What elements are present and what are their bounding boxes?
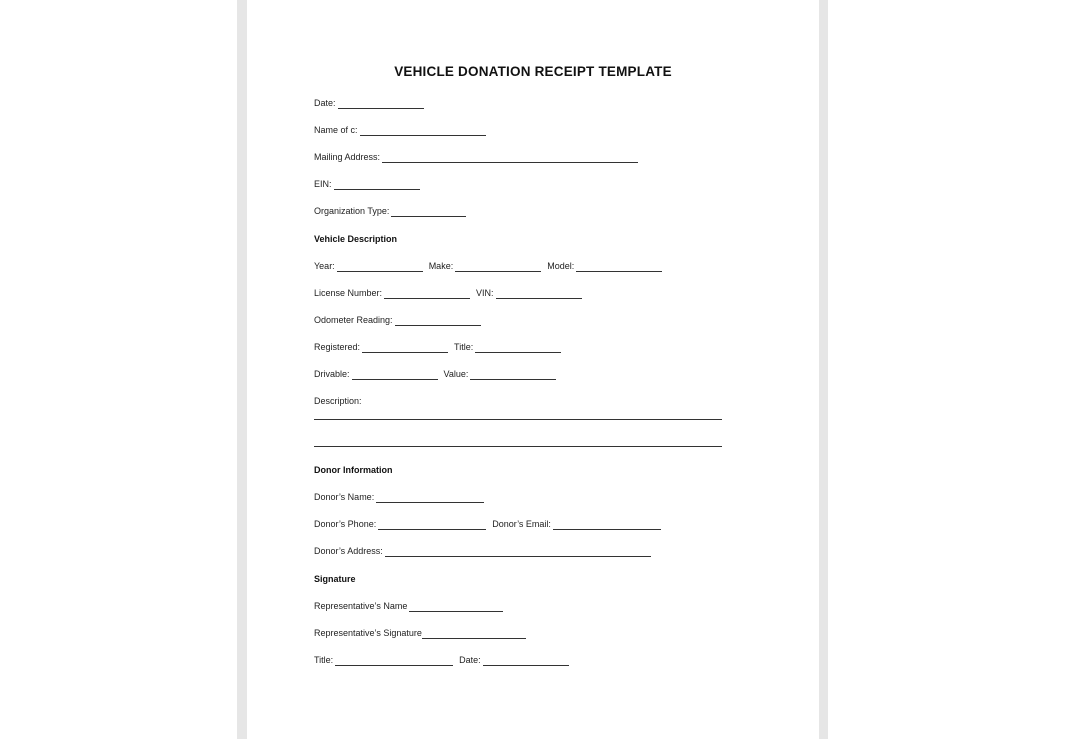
year-blank[interactable] (337, 262, 423, 272)
signature-title-date-row (314, 654, 569, 666)
signature-heading: Signature (314, 574, 356, 584)
name-of-c-blank[interactable] (360, 126, 486, 136)
donor-name-label: Donor’s Name: (314, 492, 375, 502)
vin-label: VIN: (476, 288, 494, 298)
date-blank[interactable] (338, 99, 424, 109)
odometer-label: Odometer Reading: (314, 315, 393, 325)
make-blank[interactable] (455, 262, 541, 272)
representative-signature-blank[interactable] (422, 629, 526, 639)
name-of-c-row (314, 124, 486, 136)
ein-blank[interactable] (334, 180, 420, 190)
representative-name-row (314, 600, 503, 612)
left-page-gutter (237, 0, 247, 739)
model-label: Model: (547, 261, 575, 271)
signature-date-label: Date: (459, 655, 481, 665)
odometer-row (314, 314, 481, 326)
document-page (247, 0, 819, 739)
odometer-blank[interactable] (395, 316, 481, 326)
description-row (314, 395, 362, 407)
organization-type-label: Organization Type: (314, 206, 390, 216)
value-label: Value: (443, 369, 469, 379)
model-blank[interactable] (576, 262, 662, 272)
donor-address-label: Donor’s Address: (314, 546, 383, 556)
donor-address-row (314, 545, 651, 557)
registered-blank[interactable] (362, 343, 448, 353)
year-make-model-row (314, 260, 662, 272)
vehicle-description-heading: Vehicle Description (314, 234, 398, 244)
organization-type-blank[interactable] (391, 207, 466, 217)
mailing-address-row (314, 151, 638, 163)
donor-phone-label: Donor’s Phone: (314, 519, 377, 529)
donor-phone-email-row (314, 518, 661, 530)
drivable-value-row (314, 368, 556, 380)
license-vin-row (314, 287, 582, 299)
donor-email-label: Donor’s Email: (492, 519, 551, 529)
date-label: Date: (314, 98, 336, 108)
donor-email-blank[interactable] (553, 520, 661, 530)
value-blank[interactable] (470, 370, 556, 380)
signature-date-blank[interactable] (483, 656, 569, 666)
donor-address-blank[interactable] (385, 547, 651, 557)
description-line-2[interactable] (314, 446, 722, 447)
year-label: Year: (314, 261, 335, 271)
donor-phone-blank[interactable] (378, 520, 486, 530)
signature-title-blank[interactable] (335, 656, 453, 666)
drivable-label: Drivable: (314, 369, 350, 379)
vehicle-title-label: Title: (454, 342, 474, 352)
registered-label: Registered: (314, 342, 361, 352)
signature-title-label: Title: (314, 655, 334, 665)
date-row (314, 97, 424, 109)
representative-name-label: Representative’s Name (314, 601, 408, 611)
make-label: Make: (428, 261, 454, 271)
organization-type-row (314, 205, 466, 217)
mailing-address-label: Mailing Address: (314, 152, 381, 162)
mailing-address-blank[interactable] (382, 153, 638, 163)
right-page-gutter (819, 0, 828, 739)
registered-title-row (314, 341, 561, 353)
name-of-c-label: Name of c: (314, 125, 358, 135)
ein-label: EIN: (314, 179, 332, 189)
description-label: Description: (314, 396, 362, 406)
description-line-1[interactable] (314, 419, 722, 420)
license-number-blank[interactable] (384, 289, 470, 299)
ein-row (314, 178, 420, 190)
representative-name-blank[interactable] (409, 602, 503, 612)
representative-signature-label: Representative’s Signature (314, 628, 422, 638)
license-number-label: License Number: (314, 288, 383, 298)
donor-name-blank[interactable] (376, 493, 484, 503)
vehicle-title-blank[interactable] (475, 343, 561, 353)
drivable-blank[interactable] (352, 370, 438, 380)
vin-blank[interactable] (496, 289, 582, 299)
donor-name-row (314, 491, 484, 503)
representative-signature-row (314, 627, 526, 639)
donor-information-heading: Donor Information (314, 465, 393, 475)
document-title: VEHICLE DONATION RECEIPT TEMPLATE (394, 64, 672, 79)
